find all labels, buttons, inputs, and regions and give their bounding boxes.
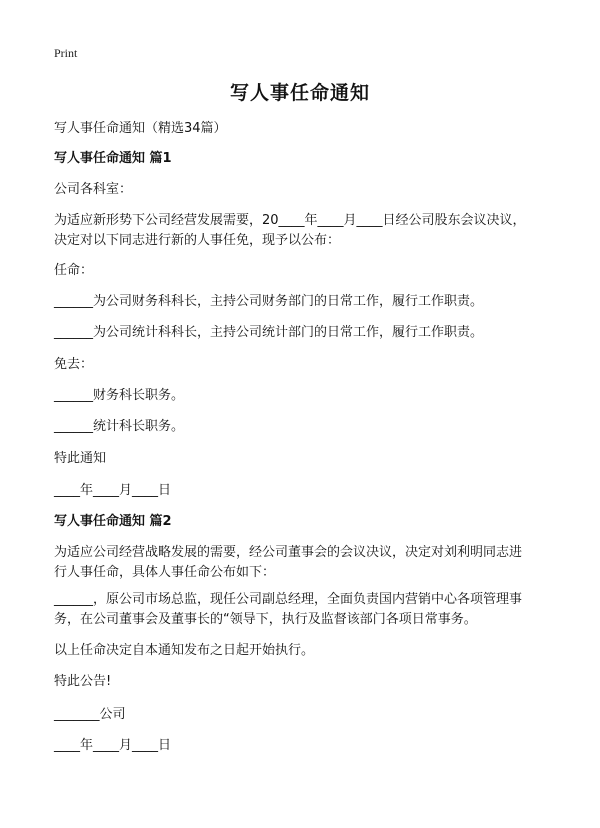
article2-notice: 特此公告! xyxy=(54,674,112,689)
article1-dismiss-2: ______统计科长职务。 xyxy=(54,419,185,434)
article1-para1-line1: 为适应新形势下公司经营发展需要，20____年____月____日经公司股东会议决议， xyxy=(54,213,526,228)
article2-company: _______公司 xyxy=(54,707,126,722)
article1-date: ____年____月____日 xyxy=(54,483,172,498)
article1-appoint-1: ______为公司财务科科长，主持公司财务部门的日常工作，履行工作职责。 xyxy=(54,294,484,309)
article1-notice: 特此通知 xyxy=(54,451,107,466)
article2-para1-line1: 为适应公司经营战略发展的需要，经公司董事会的会议决议，决定对刘利明同志进 xyxy=(54,545,523,560)
article2-heading: 写人事任命通知 篇2 xyxy=(54,514,172,529)
article1-appoint-2: ______为公司统计科科长，主持公司统计部门的日常工作，履行工作职责。 xyxy=(54,325,484,340)
article1-heading: 写人事任命通知 篇1 xyxy=(54,151,172,166)
print-label[interactable]: Print xyxy=(54,46,78,60)
article2-para2-line2: 务，在公司董事会及董事长的“领导下，执行及监督该部门各项日常事务。 xyxy=(54,612,477,627)
page-title: 写人事任命通知 xyxy=(229,82,370,104)
article1-salutation: 公司各科室： xyxy=(54,182,133,197)
article1-para1-line2: 决定对以下同志进行新的人事任免，现予以公布： xyxy=(54,233,341,248)
article1-dismiss-label: 免去： xyxy=(54,357,94,372)
article2-para2-line1: ______，原公司市场总监，现任公司副总经理，全面负责国内营销中心各项管理事 xyxy=(54,592,523,607)
article1-appoint-label: 任命： xyxy=(54,263,94,278)
article2-date: ____年____月____日 xyxy=(54,738,172,753)
article2-para1-line2: 行人事任命，具体人事任命公布如下： xyxy=(54,565,276,580)
subtitle: 写人事任命通知（精选34篇） xyxy=(54,121,227,136)
article1-dismiss-1: ______财务科长职务。 xyxy=(54,388,185,403)
article2-para3: 以上任命决定自本通知发布之日起开始执行。 xyxy=(54,643,315,658)
